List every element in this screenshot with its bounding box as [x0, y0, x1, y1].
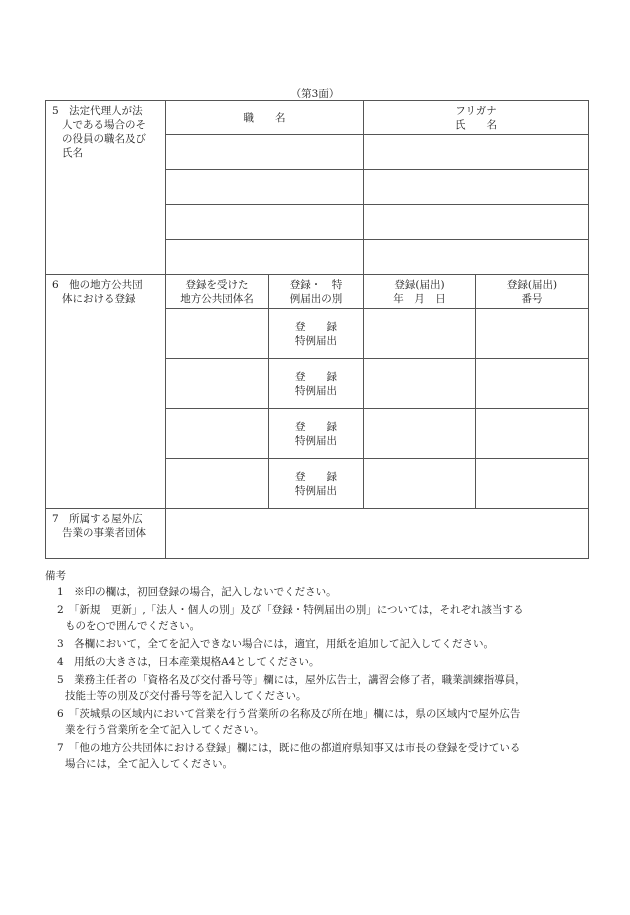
officer-name-field[interactable] — [364, 240, 589, 275]
officer-title-field[interactable] — [166, 135, 364, 170]
registration-kind-cell[interactable]: 登 録 特例届出 — [269, 359, 364, 409]
officer-name-field[interactable] — [364, 170, 589, 205]
authority-name-field[interactable] — [166, 359, 269, 409]
registration-kind-cell[interactable]: 登 録 特例届出 — [269, 309, 364, 359]
registration-kind-cell[interactable]: 登 録 特例届出 — [269, 459, 364, 509]
section6-title: 6 他の地方公共団 体における登録 — [46, 275, 166, 509]
industry-association-field[interactable] — [166, 509, 589, 559]
note-item: 3 各欄において，全てを記入できない場合には，適宜，用紙を追加して記入してください。 — [57, 638, 494, 650]
registration-number-field[interactable] — [476, 459, 589, 509]
registration-date-field[interactable] — [364, 459, 476, 509]
col-date-header: 登録(届出) 年 月 日 — [364, 275, 476, 309]
registration-date-field[interactable] — [364, 309, 476, 359]
registration-number-field[interactable] — [476, 409, 589, 459]
registration-number-field[interactable] — [476, 359, 589, 409]
page-label: （第3面） — [290, 88, 340, 100]
col-title-header: 職 名 — [166, 101, 364, 135]
registration-date-field[interactable] — [364, 359, 476, 409]
authority-name-field[interactable] — [166, 459, 269, 509]
officer-title-field[interactable] — [166, 240, 364, 275]
col-authority-header: 登録を受けた 地方公共団体名 — [166, 275, 269, 309]
section5-title: 5 法定代理人が法 人である場合のそ の役員の職名及び 氏名 — [46, 101, 166, 275]
officer-name-field[interactable] — [364, 135, 589, 170]
note-item: 4 用紙の大きさは，日本産業規格A4としてください。 — [57, 656, 320, 668]
registration-number-field[interactable] — [476, 309, 589, 359]
note-item: 5 業務主任者の「資格名及び交付番号等」欄には，屋外広告士，講習会修了者，職業訓練指導員， 技能士等の別及び交付番号等を記入してください。 — [57, 674, 526, 702]
notes-section — [45, 568, 590, 774]
note-item: 1 ※印の欄は，初回登録の場合，記入しないでください。 — [57, 586, 337, 598]
col-name-header: フリガナ 氏 名 — [364, 101, 589, 135]
section7-title: 7 所属する屋外広 告業の事業者団体 — [46, 509, 166, 559]
col-number-header: 登録(届出) 番号 — [476, 275, 589, 309]
note-item: 7 「他の地方公共団体における登録」欄には，既に他の都道府県知事又は市長の登録を受けている 場合には，全て記入してください。 — [57, 742, 521, 770]
authority-name-field[interactable] — [166, 309, 269, 359]
registration-kind-cell[interactable]: 登 録 特例届出 — [269, 409, 364, 459]
officer-name-field[interactable] — [364, 205, 589, 240]
registration-form-table — [45, 100, 589, 559]
note-item: 2 「新規 更新」,「法人・個人の別」及び「登録・特例届出の別」については，それぞれ該当する ものを○で囲んでください。 — [57, 604, 524, 632]
authority-name-field[interactable] — [166, 409, 269, 459]
col-kind-header: 登録・ 特 例届出の別 — [269, 275, 364, 309]
notes-title: 備考 — [45, 570, 66, 582]
registration-date-field[interactable] — [364, 409, 476, 459]
officer-title-field[interactable] — [166, 205, 364, 240]
note-item: 6 「茨城県の区域内において営業を行う営業所の名称及び所在地」欄には，県の区域内で屋外広告 業を行う営業所を全て記入してください。 — [57, 708, 521, 736]
officer-title-field[interactable] — [166, 170, 364, 205]
